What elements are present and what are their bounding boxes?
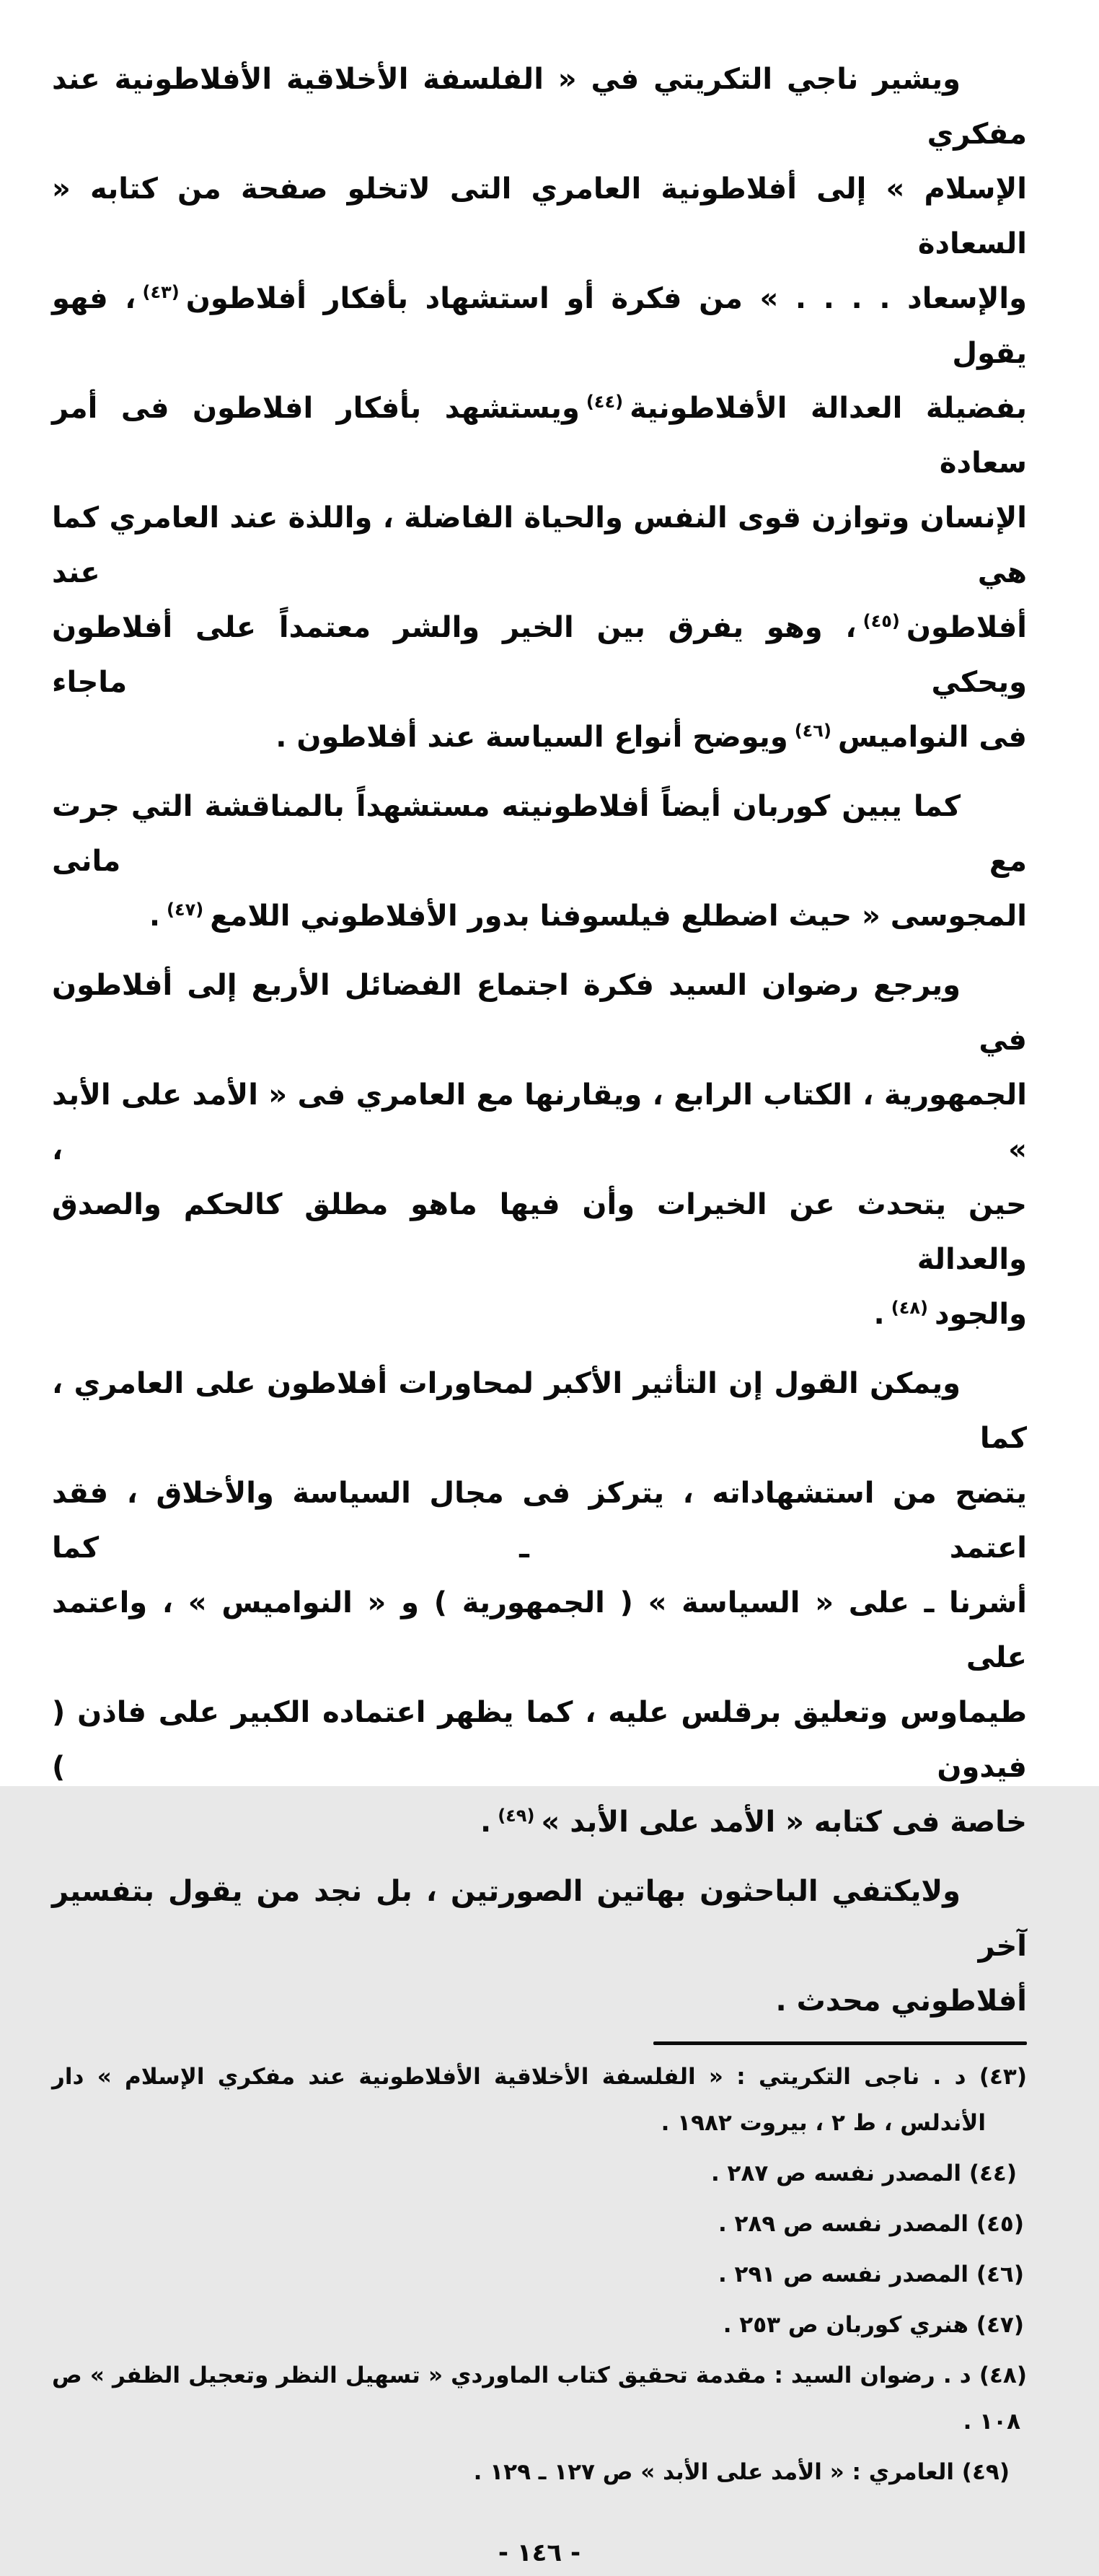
line-text: والجود	[934, 1298, 1027, 1331]
footnote-text: (٤٣) د . ناجى التكريتي : « الفلسفة الأخلاقية الأفلاطونية عند مفكري الإسلام » دار	[52, 2064, 1027, 2090]
line-text: طيماوس وتعليق برقلس عليه ، كما يظهر اعتماده الكبير على فاذن ( فيدون )	[52, 1696, 1027, 1784]
text-line	[52, 889, 1027, 944]
text-line	[52, 1795, 1027, 1850]
footnote-ref-46: (٤٦)	[794, 720, 831, 741]
footnote-line	[52, 2201, 1024, 2247]
footnote-line	[52, 2251, 1024, 2298]
line-text: يتضح من استشهاداته ، يتركز فى مجال السياسة والأخلاق ، فقد اعتمد ـ كما	[52, 1477, 1027, 1565]
footnote-line	[52, 2302, 1024, 2348]
footnote-ref-45: (٤٥)	[862, 610, 900, 631]
line-text: ويشير ناجي التكريتي في « الفلسفة الأخلاقية الأفلاطونية عند مفكري	[52, 63, 1027, 151]
line-text: حين يتحدث عن الخيرات وأن فيها ماهو مطلق كالحكم والصدق والعدالة	[52, 1188, 1027, 1276]
footnote-line	[52, 2449, 1010, 2495]
text-line	[52, 491, 1027, 600]
text-line	[52, 1575, 1027, 1685]
footnote-45	[52, 2201, 1027, 2247]
paragraph-4	[52, 1356, 1027, 1850]
line-text: أفلاطون	[906, 611, 1027, 644]
footnote-text: (٤٨) د . رضوان السيد : مقدمة تحقيق كتاب الماوردي « تسهيل النظر وتعجيل الظفر » ص	[52, 2362, 1027, 2388]
text-line	[52, 1177, 1027, 1287]
text-line	[52, 958, 1027, 1068]
line-text: أفلاطوني محدث .	[775, 1984, 1027, 2018]
line-text: ويرجع رضوان السيد فكرة اجتماع الفضائل الأربع إلى أفلاطون في	[52, 969, 1027, 1057]
footnote-text: (٤٦) المصدر نفسه ص ٢٩١ .	[718, 2261, 1024, 2287]
footnote-text: (٤٩) العامري : « الأمد على الأبد » ص ١٢٧ ـ ١٢٩ .	[473, 2459, 1010, 2485]
paragraph-3	[52, 958, 1027, 1342]
line-text: .	[149, 900, 161, 933]
line-text: الإسلام » إلى أفلاطونية العامري التى لاتخلو صفحة من كتابه « السعادة	[52, 172, 1027, 260]
footnote-text: (٤٧) هنري كوربان ص ٢٥٣ .	[723, 2312, 1024, 2338]
footnote-47	[52, 2302, 1027, 2348]
line-text: فى النواميس	[837, 721, 1027, 754]
footnote-48	[52, 2352, 1027, 2445]
footnote-text: (٤٥) المصدر نفسه ص ٢٨٩ .	[718, 2211, 1024, 2237]
footnote-ref-44: (٤٤)	[586, 391, 624, 412]
line-text: .	[480, 1806, 492, 1839]
text-line	[52, 271, 1027, 381]
text-line	[52, 381, 1027, 491]
footnote-ref-49: (٤٩)	[498, 1805, 535, 1826]
line-text: المجوسى « حيث اضطلع فيلسوفنا بدور الأفلاطوني اللامع	[210, 900, 1027, 933]
page-number: - ١٤٦ -	[498, 2538, 581, 2567]
line-text: ويمكن القول إن التأثير الأكبر لمحاورات أفلاطون على العامري ، كما	[52, 1367, 1027, 1455]
line-text: أشرنا ـ على « السياسة » ( الجمهورية ) و « النواميس » ، واعتمد على	[52, 1586, 1027, 1674]
text-line	[52, 779, 1027, 889]
paragraph-1	[52, 52, 1027, 765]
text-line	[52, 1864, 1027, 1974]
line-text: ويوضح أنواع السياسة عند أفلاطون .	[275, 721, 788, 754]
text-line	[52, 710, 1027, 765]
text-line	[52, 1685, 1027, 1795]
footnote-line	[52, 2352, 1027, 2399]
footnote-line	[52, 2054, 1027, 2100]
footnote-text: ١٠٨ .	[963, 2409, 1020, 2435]
footnote-text: (٤٤) المصدر نفسه ص ٢٨٧ .	[710, 2160, 1017, 2186]
footnote-separator	[653, 2041, 1027, 2045]
text-line	[52, 1356, 1027, 1466]
footnote-46	[52, 2251, 1027, 2298]
line-text: بفضيلة العدالة الأفلاطونية	[630, 392, 1028, 425]
text-line	[52, 52, 1027, 162]
line-text: ويستشهد بأفكار افلاطون فى أمر سعادة	[52, 392, 1027, 480]
footnote-ref-48: (٤٨)	[891, 1297, 928, 1318]
line-text: .	[873, 1298, 885, 1331]
text-line	[52, 1466, 1027, 1575]
footnote-49	[52, 2449, 1027, 2495]
body-text	[52, 52, 1027, 2028]
text-line	[52, 162, 1027, 271]
footnote-44	[52, 2150, 1027, 2197]
line-text: خاصة فى كتابه « الأمد على الأبد »	[541, 1806, 1027, 1839]
line-text: الإنسان وتوازن قوى النفس والحياة الفاضلة ، واللذة عند العامري كما هي عند	[52, 501, 1027, 589]
footnote-text: الأندلس ، ط ٢ ، بيروت ١٩٨٢ .	[661, 2110, 986, 2136]
paragraph-2	[52, 779, 1027, 944]
paragraph-5	[52, 1864, 1027, 2028]
text-line	[52, 1974, 1027, 2028]
footnote-ref-47: (٤٧)	[167, 899, 204, 920]
line-text: ، فهو يقول	[52, 282, 1027, 370]
text-line	[52, 1068, 1027, 1177]
line-text: كما يبين كوربان أيضاً أفلاطونيته مستشهداً بالمناقشة التي جرت مع مانى	[52, 790, 1027, 878]
line-text: ولايكتفي الباحثون بهاتين الصورتين ، بل نجد من يقول بتفسير آخر	[52, 1875, 1027, 1963]
footnote-line	[52, 2399, 1020, 2445]
footnote-line	[52, 2100, 986, 2146]
line-text: والإسعاد . . . . » من فكرة أو استشهاد بأفكار أفلاطون	[185, 282, 1028, 315]
line-text: ، وهو يفرق بين الخير والشر معتمداً على أفلاطون ويحكي ماجاء	[52, 611, 1027, 699]
footnote-ref-43: (٤٣)	[142, 281, 180, 302]
footnote-line	[52, 2150, 1017, 2197]
footnote-43	[52, 2054, 1027, 2146]
text-line	[52, 600, 1027, 710]
line-text: الجمهورية ، الكتاب الرابع ، ويقارنها مع العامري فى « الأمد على الأبد » ،	[52, 1078, 1027, 1166]
text-line	[52, 1287, 1027, 1342]
footnotes	[52, 2054, 1027, 2495]
